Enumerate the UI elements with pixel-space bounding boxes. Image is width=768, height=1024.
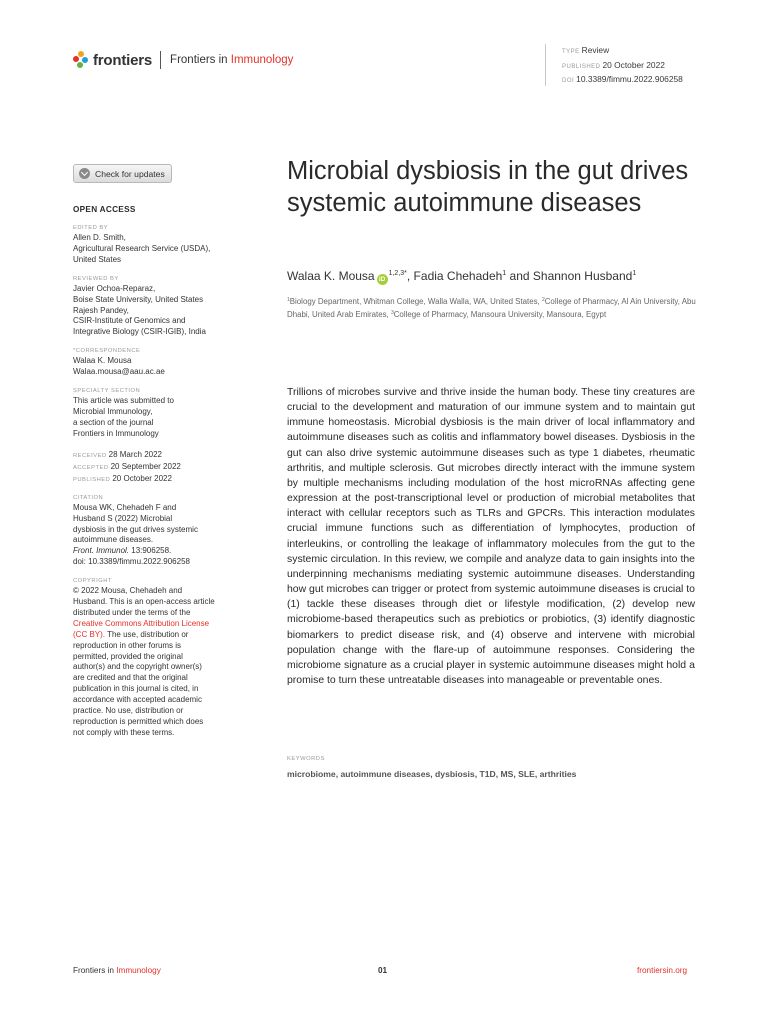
- orcid-icon[interactable]: iD: [377, 274, 388, 285]
- check-updates-button[interactable]: [73, 164, 172, 183]
- keywords: microbiome, autoimmune diseases, dysbiosis, T1D, MS, SLE, arthrities: [287, 769, 577, 779]
- reviewed-by-section: REVIEWED BY Javier Ochoa-Reparaz, Boise State University, United States Rajesh Pandey, CSIR-Institute of Genomics and Integrative Biology (CSIR-IGIB), India: [73, 275, 206, 337]
- affiliations: $^1$Biology Department, Whitman College, Walla Walla, WA, United States, $^2$College of Pharmacy, Al Ain University, Abu Dhabi, United Arab Emirates, $^3$College of Pharmacy, Mansoura University, Mansoura, Egypt: [287, 297, 696, 319]
- publish-date: PUBLISHED 20 October 2022: [562, 59, 665, 70]
- logo-divider: [160, 51, 161, 69]
- open-access-label: OPEN ACCESS: [73, 205, 136, 214]
- footer-journal[interactable]: Frontiers in Immunology: [73, 966, 161, 975]
- frontiers-logo-icon: [73, 51, 89, 69]
- brand-name: frontiers: [93, 51, 153, 69]
- author-name[interactable]: , Fadia Chehadeh: [406, 269, 503, 283]
- citation-section: CITATION Mousa WK, Chehadeh F and Husband S (2022) Microbial dysbiosis in the gut drives systemic autoimmune diseases. Front. Immunol. 13:906258. doi: 10.3389/fimmu.2022.906258: [73, 494, 243, 568]
- copyright-section: COPYRIGHT © 2022 Mousa, Chehadeh and Husband. This is an open-access article distributed under the terms of the Creative Commons Attribution License (CC BY). The use, distribution or reproduction in other forums is permitted, provided the original author(s) and the copyright owner(s) are credited and that the original publication in this journal is cited, in accordance with accepted academic practice. No use, distribution or reproduction is permitted which does not comply with these terms.: [73, 578, 215, 737]
- author-name[interactable]: and Shannon Husband: [506, 269, 633, 283]
- abstract: Trillions of microbes survive and thrive inside the human body. These tiny creatures are crucial to the development and maturation of our immune system and to maintain gut immune homeostasis. Microbial dysbiosis is the main driver of local inflammatory and autoimmune diseases such as colitis and inflammatory bowel diseases. Dysbiosis in the gut can also drive systemic autoimmune diseases such as type 1 diabetes, rheumatic arthritis, and multiple sclerosis. Gut microbes directly interact with the immune system by multiple mechanisms including modulation of the host microRNAs affecting gene expression at the post-transcriptional level or production of microbial metabolites that interact with cellular receptors such as TLRs and GPCRs. This interaction modulates crucial immune functions such as differentiation of lymphocytes, production of interleukins, or controlling the leakage of inflammatory molecules from the gut to the systemic circulation. In this review, we compile and analyze data to gain insights into the underpinning mechanisms mediating systemic autoimmune diseases. Understanding how gut microbes can trigger or protect from systemic autoimmune diseases is crucial to (1) tackle these diseases through diet or lifestyle modification, (2) develop new microbiome-based therapeutics such as prebiotics or probiotics, (3) identify diagnostic biomarkers to predict disease risk, and (4) observe and intervene with microbial population change with the flare-up of autoimmune responses. Considering the microbiome signature as a crucial player in systemic autoimmune diseases might hold a promise to turn these untreatable diseases into manageable or preventable ones.: [287, 387, 695, 686]
- edited-by-section: EDITED BY Allen D. Smith, Agricultural Research Service (USDA), United States: [73, 225, 211, 264]
- author-list: Walaa K. Mousa $iD^{1,2,3*}$, Fadia Chehadeh$^1$ and Shannon Husband$^1$: [287, 269, 637, 283]
- footer-site-link[interactable]: frontiersin.org: [637, 966, 688, 975]
- article-title: Microbial dysbiosis in the gut drives systemic autoimmune diseases: [287, 157, 689, 217]
- doi[interactable]: DOI 10.3389/fimmu.2022.906258: [562, 74, 683, 84]
- correspondence-section: *CORRESPONDENCE Walaa K. Mousa Walaa.mousa@aau.ac.ae: [73, 347, 243, 378]
- cc-by-link[interactable]: (CC BY).: [73, 629, 105, 639]
- correspondence-email[interactable]: Walaa.mousa@aau.ac.ae: [73, 367, 165, 377]
- specialty-section: SPECIALTY SECTION This article was submitted to Microbial Immunology, a section of the journal Frontiers in Immunology: [73, 388, 174, 438]
- journal-name[interactable]: Frontiers in Immunology: [170, 54, 294, 66]
- license-link[interactable]: Creative Commons Attribution License: [73, 618, 210, 628]
- sidebar: [73, 205, 243, 748]
- citation-doi[interactable]: doi: 10.3389/fimmu.2022.906258: [73, 557, 190, 567]
- keywords-label: KEYWORDS: [287, 756, 325, 762]
- frontiers-logo[interactable]: [73, 51, 293, 69]
- article-meta: [545, 44, 683, 86]
- dates-section: RECEIVED 28 March 2022 ACCEPTED 20 September 2022 PUBLISHED 20 October 2022: [73, 449, 181, 483]
- page-number: 01: [378, 966, 388, 975]
- author-name[interactable]: Walaa K. Mousa: [287, 269, 375, 283]
- check-updates-label: Check for updates: [95, 168, 165, 179]
- article-type: TYPE Review: [562, 45, 610, 55]
- check-circle-icon: [79, 168, 90, 179]
